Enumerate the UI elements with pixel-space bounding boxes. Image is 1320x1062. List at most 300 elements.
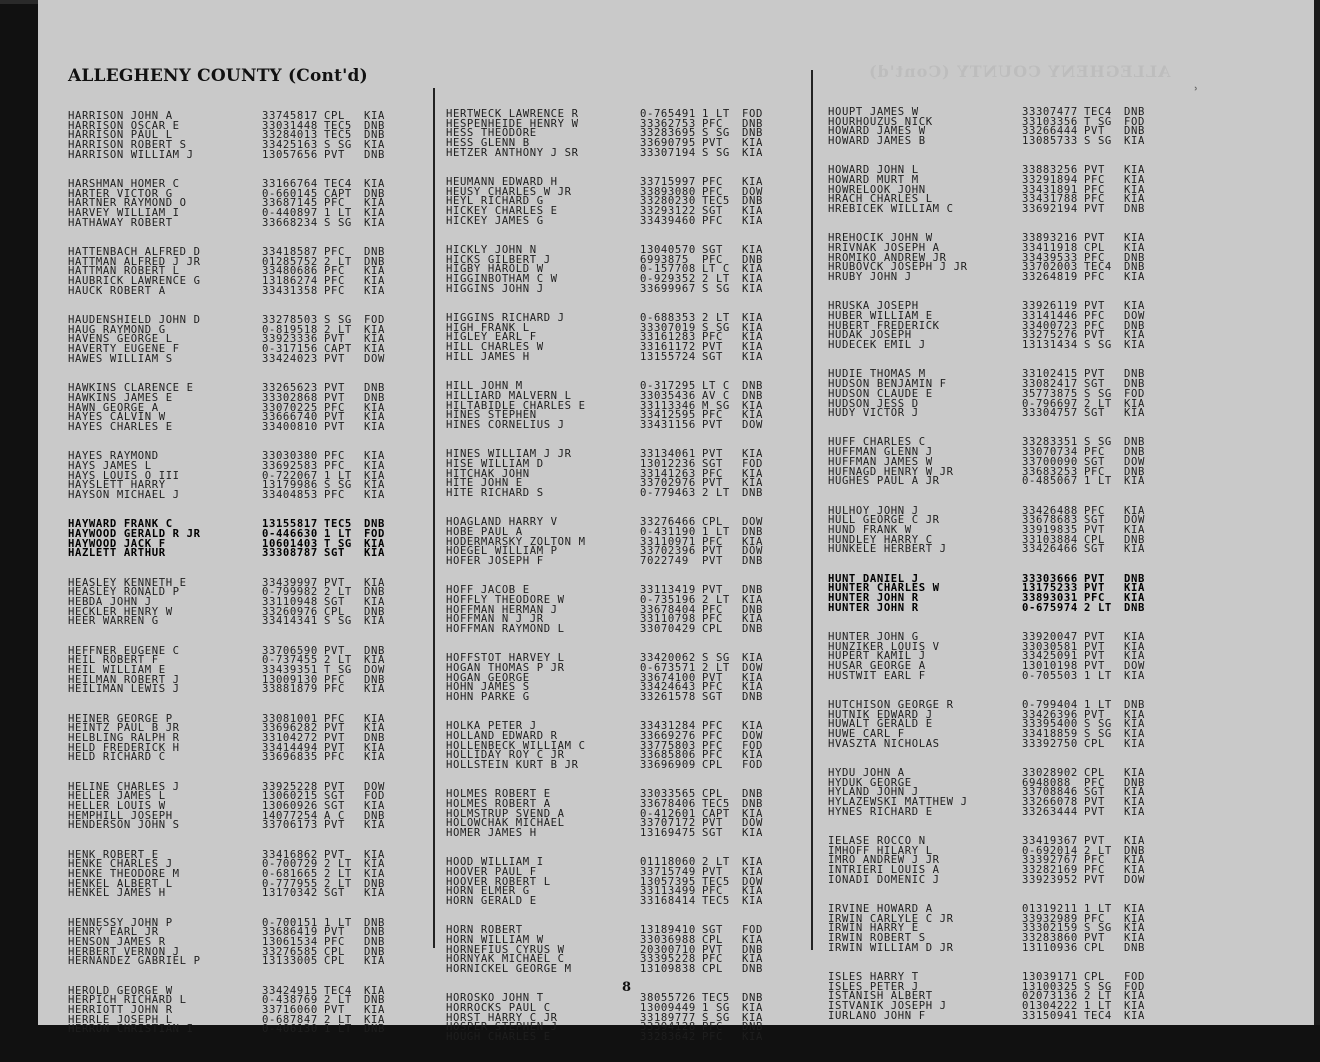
record-rank: 2 LT: [324, 994, 352, 1007]
record-serial-number: 33425091: [1022, 650, 1078, 663]
record-serial-number: 33696909: [640, 759, 696, 772]
record-name: HORNYAK MICHAEL C: [446, 953, 565, 966]
record-serial-number: 33276466: [640, 516, 696, 529]
record-group: [446, 926, 776, 974]
record-row: [68, 352, 398, 365]
record-name: HOFFMAN RAYMOND L: [446, 622, 565, 635]
record-group: [446, 722, 776, 770]
record-rank: CAPT: [702, 807, 730, 820]
record-serial-number: 33283695: [640, 127, 696, 140]
record-row: [68, 617, 398, 627]
record-rank: T SG: [324, 663, 352, 676]
record-group: [68, 316, 398, 364]
record-rank: PFC: [324, 275, 345, 288]
record-status: DNB: [364, 391, 385, 404]
record-status: FOD: [742, 108, 763, 120]
record-name: HOHN JAMES S: [446, 681, 530, 694]
record-rank: PVT: [1084, 630, 1105, 643]
record-name: HOLMES ROBERT E: [446, 788, 551, 801]
record-name: HAWES WILLIAM S: [68, 352, 173, 365]
record-status: DNB: [364, 255, 385, 268]
record-serial-number: 33134061: [640, 448, 696, 461]
record-serial-number: 0-929352: [640, 273, 696, 286]
record-serial-number: 33283642: [640, 1031, 696, 1044]
record-rank: T SG: [1084, 115, 1112, 128]
record-serial-number: 33412595: [640, 409, 696, 422]
record-group: [828, 766, 1158, 818]
record-name: HATTMAN ROBERT L: [68, 265, 180, 278]
column-divider-right: [811, 70, 813, 950]
record-name: HUNTER JOHN R: [828, 601, 919, 614]
record-status: DNB: [364, 809, 385, 822]
record-serial-number: 33426488: [1022, 504, 1078, 517]
record-row: [446, 486, 776, 499]
record-serial-number: 13009130: [262, 673, 318, 686]
record-group: [446, 858, 776, 906]
record-serial-number: 33168414: [640, 895, 696, 908]
record-status: DNB: [364, 916, 385, 929]
record-status: DNB: [1124, 844, 1145, 857]
record-rank: 1 LT: [702, 525, 730, 538]
record-status: KIA: [364, 275, 385, 288]
record-rank: PFC: [1084, 465, 1105, 478]
record-name: HOWRELOOK JOHN: [828, 183, 926, 196]
record-status: KIA: [742, 321, 763, 334]
record-status: DNB: [364, 246, 385, 259]
record-name: HUNZIKER LOUIS V: [828, 640, 940, 653]
record-rank: CPL: [1084, 737, 1105, 750]
record-rank: 1 SG: [702, 1002, 730, 1015]
record-status: DNB: [364, 936, 385, 949]
record-status: KIA: [1124, 727, 1145, 740]
record-rank: PFC: [702, 1031, 723, 1044]
record-status: KIA: [1124, 854, 1145, 867]
record-rank: SGT: [702, 350, 723, 363]
record-status: KIA: [364, 1004, 385, 1017]
record-serial-number: 33031448: [262, 119, 318, 132]
record-status: KIA: [742, 273, 763, 286]
record-serial-number: 33926119: [1022, 300, 1078, 313]
record-status: KIA: [1124, 183, 1145, 196]
record-serial-number: 33302159: [1022, 922, 1078, 935]
record-rank: PVT: [324, 391, 345, 404]
record-serial-number: 33036988: [640, 934, 696, 947]
record-serial-number: 33280230: [640, 195, 696, 208]
record-serial-number: 33278503: [262, 314, 318, 327]
record-serial-number: 33706590: [262, 644, 318, 657]
record-group: [68, 712, 398, 764]
record-serial-number: 13010198: [1022, 659, 1078, 672]
record-name: HARRISON OSCAR E: [68, 119, 180, 132]
record-status: KIA: [364, 323, 385, 336]
record-rank: S SG: [324, 216, 352, 229]
record-name: HUTCHISON GEORGE R: [828, 698, 954, 711]
record-name: HOOVER ROBERT L: [446, 875, 551, 888]
record-serial-number: 13057656: [262, 148, 318, 161]
record-status: KIA: [742, 282, 763, 295]
record-name: IELASE ROCCO N: [828, 834, 926, 847]
record-row: [68, 685, 398, 695]
record-name: HESS GLENN B: [446, 137, 530, 150]
record-status: KIA: [742, 895, 763, 908]
record-name: HOMER JAMES H: [446, 827, 537, 840]
record-serial-number: 33439460: [640, 214, 696, 227]
record-name: HENNESSY JOHN P: [68, 916, 173, 929]
record-serial-number: 33678404: [640, 603, 696, 616]
record-name: HECKLER HENRY W: [68, 605, 173, 618]
record-serial-number: 6948088: [1022, 776, 1071, 789]
record-name: HARRISON WILLIAM J: [68, 148, 194, 161]
record-status: KIA: [364, 411, 385, 424]
record-serial-number: 33425163: [262, 139, 318, 152]
record-rank: PVT: [1084, 659, 1105, 672]
record-status: KIA: [742, 263, 763, 276]
record-name: HAYWARD FRANK C: [68, 518, 173, 531]
record-rank: 1 LT: [324, 469, 352, 482]
record-status: KIA: [364, 420, 385, 433]
record-serial-number: 33431156: [640, 418, 696, 431]
record-serial-number: 33416862: [262, 848, 318, 861]
record-serial-number: 33070734: [1022, 446, 1078, 459]
record-serial-number: 38055726: [640, 992, 696, 1005]
record-status: DNB: [1124, 203, 1145, 216]
record-status: DOW: [742, 661, 763, 674]
record-serial-number: 0-687847: [262, 1013, 318, 1026]
record-status: DNB: [1124, 378, 1145, 391]
record-rank: PFC: [1084, 504, 1105, 517]
record-status: KIA: [1124, 232, 1145, 245]
record-rank: S SG: [324, 615, 352, 628]
record-serial-number: 33424915: [262, 984, 318, 997]
record-serial-number: 6993875: [640, 253, 689, 266]
record-status: KIA: [1124, 737, 1145, 750]
record-name: HREBICEK WILLIAM C: [828, 203, 954, 216]
record-serial-number: 13189410: [640, 924, 696, 937]
record-rank: PVT: [702, 943, 723, 956]
record-name: HEMPHILL JOSEPH: [68, 809, 173, 822]
record-status: FOD: [1124, 980, 1145, 993]
record-name: IRWIN CARLYLE C JR: [828, 912, 954, 925]
record-status: KIA: [364, 479, 385, 492]
record-status: DNB: [742, 963, 763, 976]
record-rank: PFC: [1084, 251, 1105, 264]
record-serial-number: 33104272: [262, 731, 318, 744]
record-status: DNB: [742, 943, 763, 956]
record-rank: 2 LT: [1084, 397, 1112, 410]
record-rank: PFC: [702, 176, 723, 189]
record-name: HAWKINS CLARENCE E: [68, 382, 194, 395]
record-rank: 1 LT: [1084, 669, 1112, 682]
record-rank: TEC5: [324, 518, 352, 531]
record-status: KIA: [742, 953, 763, 966]
record-rank: 2 LT: [1084, 990, 1112, 1003]
record-name: HOGAN GEORGE: [446, 671, 530, 684]
record-status: KIA: [742, 350, 763, 363]
record-name: IMHOFF HILARY L: [828, 844, 933, 857]
record-rank: S SG: [1084, 387, 1112, 400]
record-serial-number: 13040570: [640, 244, 696, 257]
record-status: KIA: [1124, 582, 1145, 595]
record-serial-number: 33110798: [640, 613, 696, 626]
record-status: KIA: [1124, 932, 1145, 945]
record-name: HORN WILLIAM W: [446, 934, 544, 947]
record-name: HYLAND JOHN J: [828, 786, 919, 799]
record-rank: PFC: [702, 613, 723, 626]
record-serial-number: 33166764: [262, 178, 318, 191]
record-rank: PFC: [702, 603, 723, 616]
record-serial-number: 33411918: [1022, 242, 1078, 255]
record-name: HAWN GEORGE A: [68, 401, 159, 414]
record-rank: 2 LT: [1084, 601, 1112, 614]
record-rank: PVT: [702, 554, 723, 567]
record-serial-number: 33307194: [640, 146, 696, 159]
record-serial-number: 33282169: [1022, 864, 1078, 877]
record-serial-number: 0-688353: [640, 312, 696, 325]
record-serial-number: 33284013: [262, 129, 318, 142]
record-status: DOW: [742, 875, 763, 888]
record-rank: PVT: [702, 477, 723, 490]
record-status: DNB: [364, 605, 385, 618]
record-status: FOD: [742, 739, 763, 752]
record-serial-number: 33932989: [1022, 912, 1078, 925]
record-name: HIGH FRANK L: [446, 321, 530, 334]
record-serial-number: 33070429: [640, 622, 696, 635]
record-group: [446, 450, 776, 498]
record-serial-number: 13109838: [640, 963, 696, 976]
record-status: KIA: [742, 244, 763, 257]
record-name: HELD RICHARD C: [68, 751, 166, 764]
record-rank: PVT: [324, 382, 345, 395]
record-rank: PFC: [702, 681, 723, 694]
record-status: DOW: [742, 545, 763, 558]
record-rank: PFC: [324, 751, 345, 764]
record-rank: PFC: [702, 749, 723, 762]
document-page: [38, 0, 1320, 1044]
record-rank: SGT: [324, 800, 345, 812]
record-serial-number: 33883256: [1022, 164, 1078, 177]
record-group: [828, 973, 1158, 1021]
record-name: HENSON JAMES R: [68, 936, 166, 949]
record-status: DNB: [364, 926, 385, 939]
record-name: HERRON CHRISTIAN I: [68, 1023, 194, 1036]
record-serial-number: 33418859: [1022, 727, 1078, 740]
record-serial-number: 33923952: [1022, 873, 1078, 886]
record-row: [68, 148, 398, 161]
record-name: HENKEL JAMES H: [68, 887, 166, 900]
record-group: [828, 572, 1158, 614]
record-status: KIA: [364, 848, 385, 861]
record-name: HAYWOOD GERALD R JR: [68, 527, 201, 540]
record-row: [828, 409, 1158, 419]
record-serial-number: 33261578: [640, 691, 696, 703]
record-status: KIA: [1124, 796, 1145, 808]
record-status: KIA: [364, 984, 385, 997]
record-status: KIA: [742, 176, 763, 189]
record-name: HATHAWAY ROBERT: [68, 216, 173, 229]
record-serial-number: 33683253: [1022, 465, 1078, 478]
record-serial-number: 33686419: [262, 926, 318, 939]
record-serial-number: 33030380: [262, 450, 318, 463]
record-status: KIA: [1124, 669, 1145, 682]
record-serial-number: 33150941: [1022, 1009, 1078, 1022]
record-rank: PFC: [702, 467, 723, 480]
record-status: DNB: [742, 380, 763, 393]
record-serial-number: 0-722067: [262, 469, 318, 482]
record-row: [828, 805, 1158, 818]
record-serial-number: 33304757: [1022, 407, 1078, 420]
record-serial-number: 20300710: [640, 943, 696, 956]
record-rank: PVT: [324, 722, 345, 735]
record-row: [68, 1025, 398, 1035]
record-row: [446, 282, 776, 295]
record-status: KIA: [364, 887, 385, 900]
record-name: HAUCK ROBERT A: [68, 284, 166, 297]
record-rank: PFC: [1084, 591, 1105, 604]
record-status: KIA: [742, 613, 763, 626]
record-status: KIA: [364, 207, 385, 220]
record-name: HARRISON PAUL L: [68, 129, 173, 142]
record-status: KIA: [1124, 475, 1145, 488]
record-rank: 1 LT: [324, 916, 352, 929]
record-name: HOAGLAND HARRY V: [446, 516, 558, 529]
record-rank: PFC: [1084, 864, 1105, 877]
record-serial-number: 33702003: [1022, 261, 1078, 274]
record-serial-number: 33028902: [1022, 766, 1078, 779]
record-serial-number: 33283351: [1022, 436, 1078, 449]
record-status: DNB: [1124, 319, 1145, 332]
record-name: HILLIARD MALVERN L: [446, 389, 572, 402]
record-serial-number: 33420062: [640, 652, 696, 665]
record-name: HOWARD JOHN L: [828, 164, 919, 177]
record-status: DNB: [1124, 572, 1145, 585]
record-name: HOOD WILLIAM I: [446, 856, 544, 869]
record-serial-number: 33394128: [640, 1021, 696, 1034]
record-serial-number: 0-673571: [640, 661, 696, 674]
record-name: HOHN PARKE G: [446, 691, 530, 703]
record-serial-number: 33303666: [1022, 572, 1078, 585]
record-rank: PVT: [1084, 572, 1105, 585]
record-rank: AV C: [702, 389, 730, 402]
record-rank: CPL: [1084, 971, 1105, 984]
record-name: HISE WILLIAM D: [446, 457, 544, 470]
record-name: HARVEY WILLIAM I: [68, 207, 180, 220]
record-rank: PVT: [702, 584, 723, 597]
record-status: DNB: [364, 644, 385, 657]
record-serial-number: 13175233: [1022, 582, 1078, 595]
record-rank: PVT: [324, 731, 345, 744]
record-name: HUDAK JOSEPH: [828, 329, 912, 342]
record-serial-number: 13100325: [1022, 980, 1078, 993]
record-status: FOD: [742, 457, 763, 470]
record-rank: PFC: [702, 214, 723, 227]
record-name: HODERMARSKY ZOLTON M: [446, 535, 586, 548]
record-name: HENRY EARL JR: [68, 926, 159, 939]
record-serial-number: 33480686: [262, 265, 318, 278]
column-3: [828, 108, 1158, 1041]
record-serial-number: 33678683: [1022, 514, 1078, 527]
record-name: HETZER ANTHONY J SR: [446, 146, 579, 159]
record-status: KIA: [364, 751, 385, 764]
record-rank: S SG: [1084, 436, 1112, 449]
record-rank: PFC: [702, 739, 723, 752]
record-row: [446, 897, 776, 907]
record-serial-number: 33920047: [1022, 630, 1078, 643]
record-name: HEILIMAN LEWIS J: [68, 683, 180, 696]
record-rank: SGT: [1084, 514, 1105, 527]
record-status: DOW: [364, 352, 385, 365]
record-name: HUDY VICTOR J: [828, 407, 919, 420]
record-status: DNB: [1124, 261, 1145, 274]
record-serial-number: 0-681665: [262, 868, 318, 881]
record-serial-number: 33161172: [640, 341, 696, 354]
record-name: HAYES CHARLES E: [68, 420, 173, 433]
record-status: KIA: [364, 459, 385, 472]
record-serial-number: 33893031: [1022, 591, 1078, 604]
record-group: [828, 438, 1158, 486]
record-status: KIA: [364, 139, 385, 152]
record-rank: PVT: [702, 545, 723, 558]
record-rank: 2 LT: [324, 868, 352, 881]
record-serial-number: 33414341: [262, 615, 318, 628]
record-serial-number: 33110971: [640, 535, 696, 548]
record-serial-number: 13155724: [640, 350, 696, 363]
record-rank: PVT: [1084, 582, 1105, 595]
record-status: DNB: [742, 603, 763, 616]
record-name: IMRO ANDREW J JR: [828, 854, 940, 867]
record-group: [68, 248, 398, 296]
record-status: DNB: [364, 187, 385, 200]
record-status: DNB: [364, 148, 385, 161]
record-serial-number: 0-700729: [262, 858, 318, 871]
record-rank: PVT: [702, 137, 723, 150]
record-rank: PVT: [1084, 708, 1105, 721]
page-number: 8: [622, 980, 632, 995]
record-serial-number: 33263444: [1022, 805, 1078, 818]
record-rank: TEC4: [324, 178, 352, 191]
record-group: [68, 644, 398, 696]
record-rank: PFC: [702, 409, 723, 422]
record-name: IRWIN ROBERT S: [828, 932, 926, 945]
record-serial-number: 33070225: [262, 401, 318, 414]
record-name: HUDSON JESS D: [828, 397, 919, 410]
record-rank: PVT: [702, 817, 723, 830]
record-rank: TEC4: [1084, 1009, 1112, 1022]
record-status: KIA: [364, 595, 385, 608]
record-rank: PFC: [324, 401, 345, 414]
record-rank: PVT: [324, 780, 345, 793]
record-serial-number: 33775803: [640, 739, 696, 752]
record-name: HUFF CHARLES C: [828, 436, 926, 449]
record-name: HUFNAGD HENRY W JR: [828, 465, 954, 478]
record-serial-number: 0-737455: [262, 654, 318, 667]
record-serial-number: 13133005: [262, 955, 318, 968]
record-serial-number: 33293122: [640, 205, 696, 218]
record-name: HOFFMAN N J JR: [446, 613, 544, 626]
record-row: [68, 889, 398, 899]
record-name: HULL GEORGE C JR: [828, 514, 940, 527]
record-name: HOEGEL WILLIAM P: [446, 545, 558, 558]
record-name: IONADI DOMENIC J: [828, 873, 940, 886]
record-rank: TEC5: [324, 119, 352, 132]
record-status: FOD: [1124, 971, 1145, 984]
record-rank: S SG: [702, 321, 730, 334]
record-group: [446, 178, 776, 226]
record-serial-number: 33692194: [1022, 203, 1078, 216]
record-status: KIA: [364, 576, 385, 589]
record-serial-number: 33419367: [1022, 834, 1078, 847]
record-rank: PVT: [1084, 523, 1105, 536]
record-status: KIA: [742, 1031, 763, 1044]
